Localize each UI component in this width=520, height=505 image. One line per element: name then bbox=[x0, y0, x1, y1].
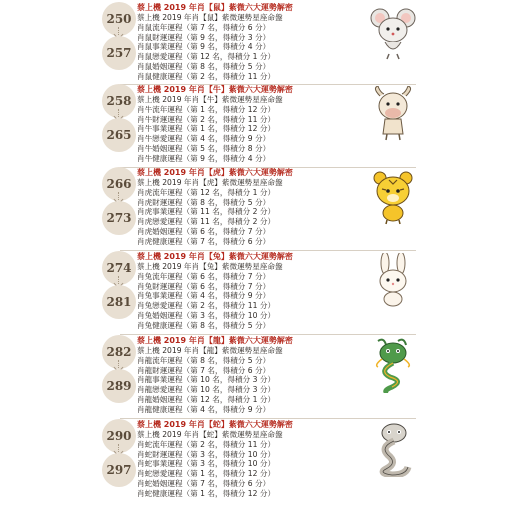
end-page-badge[interactable]: 273 bbox=[102, 201, 136, 235]
section-divider bbox=[120, 250, 416, 251]
section-title[interactable]: 蔡上機 2019 年肖【牛】紫微六大運勢解密 bbox=[137, 85, 293, 94]
start-page-badge[interactable]: 274 bbox=[102, 251, 136, 285]
love-fortune-line[interactable]: 肖蛇戀愛運程（第 1 名，得積分 12 分） bbox=[137, 469, 276, 479]
toc-section-dragon bbox=[0, 336, 520, 421]
chart-line[interactable]: 蔡上機 2019 年肖【龍】紫微運勢星座命盤 bbox=[137, 346, 283, 355]
start-page-badge[interactable]: 266 bbox=[102, 167, 136, 201]
marriage-fortune-line[interactable]: 肖鼠婚姻運程（第 8 名，得積分 5 分） bbox=[137, 61, 271, 71]
love-fortune-line[interactable]: 肖鼠戀愛運程（第 12 名，得積分 1 分） bbox=[137, 52, 276, 62]
yearly-fortune-line[interactable]: 肖兔流年運程（第 6 名，得積分 7 分） bbox=[137, 271, 271, 281]
section-content bbox=[137, 420, 367, 499]
section-content bbox=[137, 168, 367, 247]
health-fortune-line[interactable]: 肖鼠健康運程（第 2 名，得積分 11 分） bbox=[137, 71, 276, 81]
marriage-fortune-line[interactable]: 肖龍婚姻運程（第 12 名，得積分 1 分） bbox=[137, 394, 276, 404]
section-divider bbox=[120, 418, 416, 419]
career-fortune-line[interactable]: 肖虎事業運程（第 11 名，得積分 2 分） bbox=[137, 207, 276, 217]
marriage-fortune-line[interactable]: 肖蛇婚姻運程（第 7 名，得積分 6 分） bbox=[137, 478, 271, 488]
chart-line[interactable]: 蔡上機 2019 年肖【虎】紫微運勢星座命盤 bbox=[137, 178, 283, 187]
wealth-fortune-line[interactable]: 肖牛財運運程（第 2 名，得積分 11 分） bbox=[137, 114, 276, 124]
section-content bbox=[137, 336, 367, 415]
yearly-fortune-line[interactable]: 肖鼠流年運程（第 7 名，得積分 6 分） bbox=[137, 22, 271, 32]
toc-section-snake bbox=[0, 420, 520, 505]
end-page-badge[interactable]: 265 bbox=[102, 118, 136, 152]
start-page-badge[interactable]: 250 bbox=[102, 2, 136, 36]
section-content bbox=[137, 252, 367, 331]
end-page-badge[interactable]: 281 bbox=[102, 285, 136, 319]
marriage-fortune-line[interactable]: 肖虎婚姻運程（第 6 名，得積分 7 分） bbox=[137, 226, 271, 236]
toc-section-rabbit bbox=[0, 252, 520, 337]
toc-section-ox bbox=[0, 85, 520, 170]
health-fortune-line[interactable]: 肖龍健康運程（第 4 名，得積分 9 分） bbox=[137, 404, 271, 414]
chart-line[interactable]: 蔡上機 2019 年肖【鼠】紫微運勢星座命盤 bbox=[137, 13, 283, 22]
love-fortune-line[interactable]: 肖牛戀愛運程（第 4 名，得積分 9 分） bbox=[137, 134, 271, 144]
end-page-badge[interactable]: 289 bbox=[102, 369, 136, 403]
career-fortune-line[interactable]: 肖牛事業運程（第 1 名，得積分 12 分） bbox=[137, 124, 276, 134]
chart-line[interactable]: 蔡上機 2019 年肖【蛇】紫微運勢星座命盤 bbox=[137, 430, 283, 439]
tiger-icon bbox=[368, 169, 418, 225]
yearly-fortune-line[interactable]: 肖虎流年運程（第 12 名，得積分 1 分） bbox=[137, 187, 276, 197]
love-fortune-line[interactable]: 肖虎戀愛運程（第 11 名，得積分 2 分） bbox=[137, 217, 276, 227]
chart-line[interactable]: 蔡上機 2019 年肖【牛】紫微運勢星座命盤 bbox=[137, 95, 283, 104]
career-fortune-line[interactable]: 肖龍事業運程（第 10 名，得積分 3 分） bbox=[137, 375, 276, 385]
yearly-fortune-line[interactable]: 肖牛流年運程（第 1 名，得積分 12 分） bbox=[137, 104, 276, 114]
career-fortune-line[interactable]: 肖蛇事業運程（第 3 名，得積分 10 分） bbox=[137, 459, 276, 469]
health-fortune-line[interactable]: 肖蛇健康運程（第 1 名，得積分 12 分） bbox=[137, 488, 276, 498]
section-title[interactable]: 蔡上機 2019 年肖【龍】紫微六大運勢解密 bbox=[137, 336, 293, 345]
health-fortune-line[interactable]: 肖虎健康運程（第 7 名，得積分 6 分） bbox=[137, 236, 271, 246]
yearly-fortune-line[interactable]: 肖龍流年運程（第 8 名，得積分 5 分） bbox=[137, 355, 271, 365]
toc-section-tiger bbox=[0, 168, 520, 253]
section-content bbox=[137, 85, 367, 164]
ox-icon bbox=[368, 86, 418, 142]
end-page-badge[interactable]: 257 bbox=[102, 36, 136, 70]
section-title[interactable]: 蔡上機 2019 年肖【兔】紫微六大運勢解密 bbox=[137, 252, 293, 261]
chart-line[interactable]: 蔡上機 2019 年肖【兔】紫微運勢星座命盤 bbox=[137, 262, 283, 271]
health-fortune-line[interactable]: 肖牛健康運程（第 9 名，得積分 4 分） bbox=[137, 153, 271, 163]
marriage-fortune-line[interactable]: 肖兔婚姻運程（第 3 名，得積分 10 分） bbox=[137, 310, 276, 320]
toc-section-rat bbox=[0, 3, 520, 88]
love-fortune-line[interactable]: 肖龍戀愛運程（第 10 名，得積分 3 分） bbox=[137, 385, 276, 395]
marriage-fortune-line[interactable]: 肖牛婚姻運程（第 5 名，得積分 8 分） bbox=[137, 143, 271, 153]
rabbit-icon bbox=[368, 253, 418, 309]
end-page-badge[interactable]: 297 bbox=[102, 453, 136, 487]
dragon-icon bbox=[368, 337, 418, 393]
wealth-fortune-line[interactable]: 肖龍財運運程（第 7 名，得積分 6 分） bbox=[137, 365, 271, 375]
career-fortune-line[interactable]: 肖鼠事業運程（第 9 名，得積分 4 分） bbox=[137, 42, 271, 52]
section-content bbox=[137, 3, 367, 82]
career-fortune-line[interactable]: 肖兔事業運程（第 4 名，得積分 9 分） bbox=[137, 291, 271, 301]
section-title[interactable]: 蔡上機 2019 年肖【虎】紫微六大運勢解密 bbox=[137, 168, 293, 177]
yearly-fortune-line[interactable]: 肖蛇流年運程（第 2 名，得積分 11 分） bbox=[137, 439, 276, 449]
rat-icon bbox=[368, 4, 418, 60]
wealth-fortune-line[interactable]: 肖鼠財運運程（第 9 名，得積分 3 分） bbox=[137, 32, 271, 42]
start-page-badge[interactable]: 290 bbox=[102, 419, 136, 453]
start-page-badge[interactable]: 258 bbox=[102, 84, 136, 118]
wealth-fortune-line[interactable]: 肖兔財運運程（第 6 名，得積分 7 分） bbox=[137, 281, 271, 291]
wealth-fortune-line[interactable]: 肖蛇財運運程（第 3 名，得積分 10 分） bbox=[137, 449, 276, 459]
start-page-badge[interactable]: 282 bbox=[102, 335, 136, 369]
section-title[interactable]: 蔡上機 2019 年肖【蛇】紫微六大運勢解密 bbox=[137, 420, 293, 429]
section-divider bbox=[120, 334, 416, 335]
health-fortune-line[interactable]: 肖兔健康運程（第 8 名，得積分 5 分） bbox=[137, 320, 271, 330]
wealth-fortune-line[interactable]: 肖虎財運運程（第 8 名，得積分 5 分） bbox=[137, 197, 271, 207]
section-title[interactable]: 蔡上機 2019 年肖【鼠】紫微六大運勢解密 bbox=[137, 3, 293, 12]
snake-icon bbox=[368, 421, 418, 477]
love-fortune-line[interactable]: 肖兔戀愛運程（第 2 名，得積分 11 分） bbox=[137, 301, 276, 311]
